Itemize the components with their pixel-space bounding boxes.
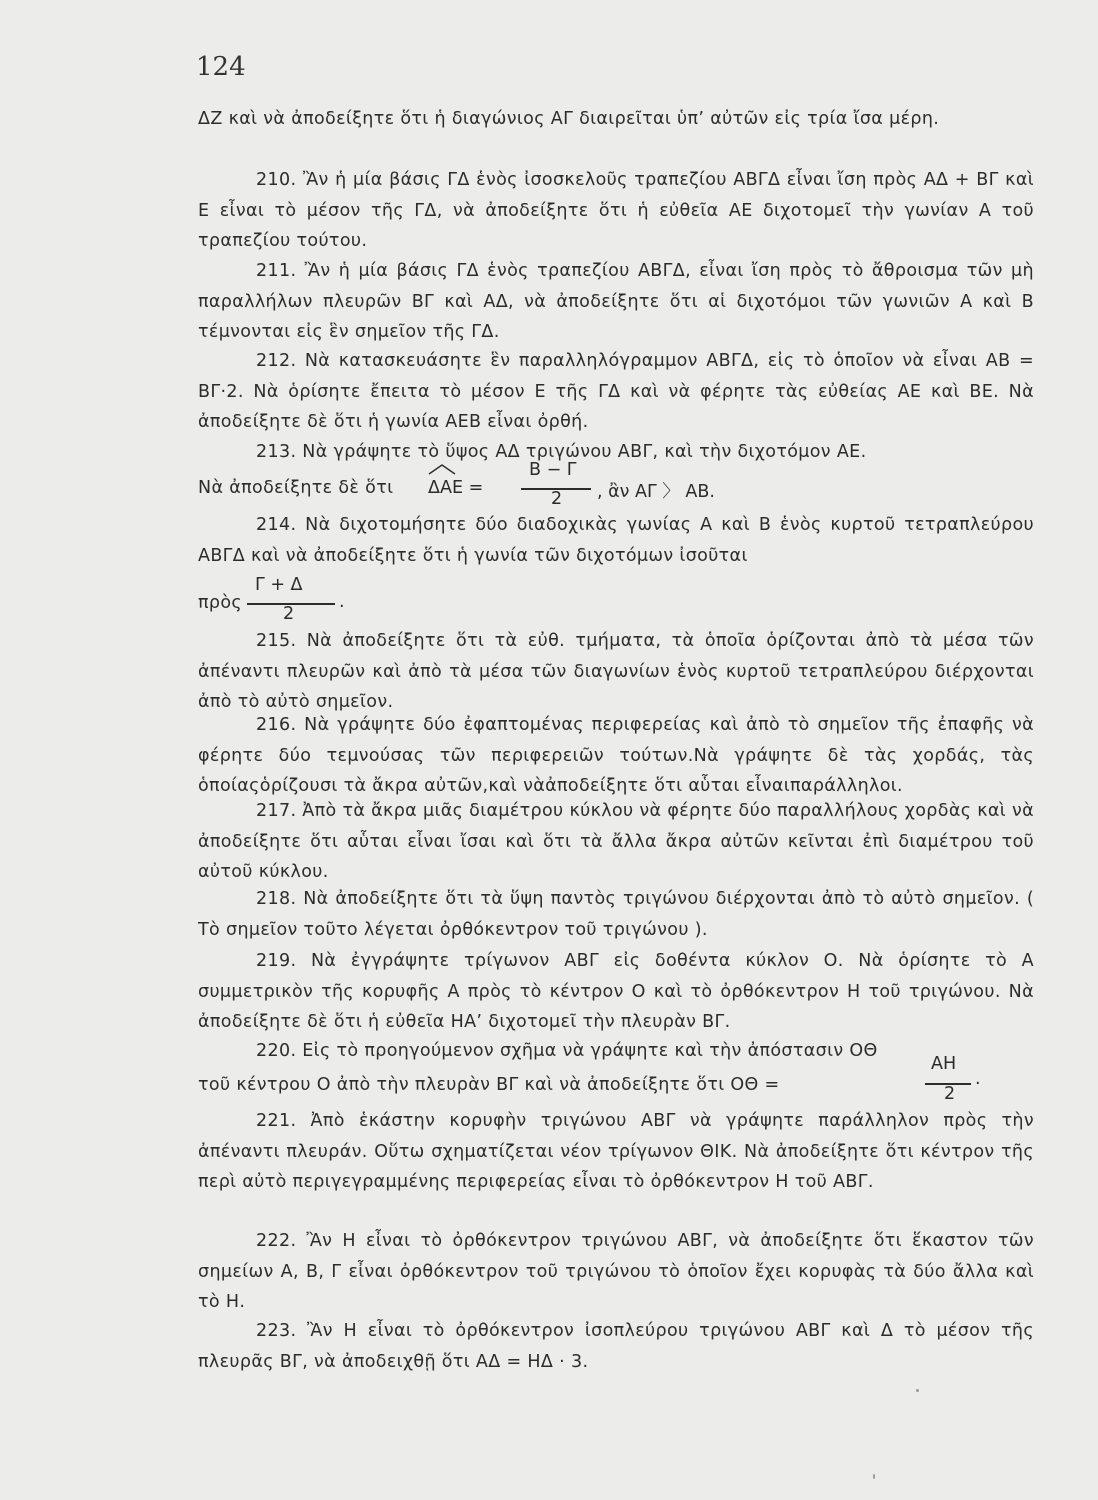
equation-suffix: · bbox=[975, 1074, 981, 1094]
fraction-denominator: 2 bbox=[283, 604, 295, 624]
exercise-221: 221. Ἀπὸ ἑκάστην κορυφὴν τριγώνου ΑΒΓ νὰ γράψητε παράλληλον πρὸς τὴν ἀπέναντι πλευράν. Οὕτω σχηματίζεται νέον τρίγωνον ΘΙΚ. Νὰ ἀποδείξητε ὅτι κέντρον τῆς περὶ αὐτὸ περιγεγραμμένης περιφερείας εἶναι τὸ ὀρθόκεντρον Η τοῦ ΑΒΓ. bbox=[198, 1111, 1034, 1192]
fraction-denominator: 2 bbox=[944, 1084, 956, 1104]
exercise-217: 217. Ἀπὸ τὰ ἄκρα μιᾶς διαμέτρου κύκλου νὰ φέρητε δύο παραλλήλους χορδὰς καὶ νὰ ἀποδείξητε ὅτι αὗται εἶναι ἴσαι καὶ ὅτι τὰ ἄλλα ἄκρα αὐτῶν κεῖνται ἐπὶ διαμέτρου τοῦ αὐτοῦ κύκλου. bbox=[198, 801, 1034, 882]
equation-prefix: Νὰ ἀποδείξητε δὲ ὅτι bbox=[198, 478, 394, 498]
exercise-215: 215. Νὰ ἀποδείξητε ὅτι τὰ εὐθ. τμήματα, τὰ ὁποῖα ὁρίζονται ἀπὸ τὰ μέσα τῶν ἀπέναντι πλευρῶν καὶ ἀπὸ τὰ μέσα τῶν διαγωνίων ἑνὸς κυρτοῦ τετραπλεύρου διέρχονται ἀπὸ τὸ αὐτὸ σημεῖον. bbox=[198, 631, 1034, 712]
fraction-numerator: Β − Γ bbox=[529, 460, 577, 480]
exercise-214: 214. Νὰ διχοτομήσητε δύο διαδοχικὰς γωνίας Α καὶ Β ἑνὸς κυρτοῦ τετραπλεύρου ΑΒΓΔ καὶ νὰ ἀποδείξητε ὅτι ἡ γωνία τῶν διχοτόμων ἰσοῦται bbox=[198, 515, 1034, 566]
scan-speck bbox=[873, 1474, 875, 1479]
equation-prefix: πρὸς bbox=[198, 593, 243, 613]
exercise-219: 219. Νὰ ἐγγράψητε τρίγωνον ΑΒΓ εἰς δοθέντα κύκλον Ο. Νὰ ὁρίσητε τὸ Α συμμετρικὸν τῆς κορυφῆς Α πρὸς τὸ κέντρον Ο καὶ τὸ ὀρθόκεντρον Η τοῦ τριγώνου. Νὰ ἀποδείξητε δὲ ὅτι ἡ εὐθεῖα ΗΑ’ διχοτομεῖ τὴν πλευρὰν ΒΓ. bbox=[198, 951, 1034, 1032]
angle-hat-icon bbox=[427, 462, 457, 476]
exercise-223: 223. Ἂν Η εἶναι τὸ ὀρθόκεντρον ἰσοπλεύρου τριγώνου ΑΒΓ καὶ Δ τὸ μέσον τῆς πλευρᾶς ΒΓ, νὰ ἀποδειχθῇ ὅτι ΑΔ = ΗΔ · 3. bbox=[198, 1321, 1034, 1372]
exercise-216: 216. Νὰ γράψητε δύο ἐφαπτομένας περιφερείας καὶ ἀπὸ τὸ σημεῖον τῆς ἐπαφῆς νὰ φέρητε δύο τεμνούσας τῶν περιφερειῶν τούτων.Νὰ γράψητε δὲ τὰς χορδάς, τὰς ὁποίαςὁρίζουσι τὰ ἄκρα αὐτῶν,καὶ νὰἀποδείξητε ὅτι αὗται εἶναιπαράλληλοι. bbox=[198, 715, 1034, 796]
equation-suffix: , ἂν ΑΓ 〉 ΑΒ. bbox=[597, 482, 715, 502]
equation-lhs: ΔΑΕ = bbox=[428, 478, 484, 498]
page-number: 124 bbox=[196, 52, 246, 82]
exercise-220: 220. Εἰς τὸ προηγούμενον σχῆμα νὰ γράψητε καὶ τὴν ἀπόστασιν ΟΘ bbox=[256, 1041, 878, 1061]
exercise-212: 212. Νὰ κατασκευάσητε ἓν παραλληλόγραμμον ΑΒΓΔ, εἰς τὸ ὁποῖον νὰ εἶναι ΑΒ = ΒΓ·2. Νὰ ὁρίσητε ἔπειτα τὸ μέσον Ε τῆς ΓΔ καὶ νὰ φέρητε τὰς εὐθείας ΑΕ καὶ ΒΕ. Νὰ ἀποδείξητε δὲ ὅτι ἡ γωνία ΑΕΒ εἶναι ὀρθή. bbox=[198, 351, 1034, 432]
fraction-numerator: Γ + Δ bbox=[255, 575, 303, 595]
scan-speck bbox=[916, 1389, 919, 1392]
exercise-213: 213. Νὰ γράψητε τὸ ὕψος ΑΔ τριγώνου ΑΒΓ, καὶ τὴν διχοτόμον ΑΕ. bbox=[256, 442, 867, 462]
exercise-222: 222. Ἂν Η εἶναι τὸ ὀρθόκεντρον τριγώνου ΑΒΓ, νὰ ἀποδείξητε ὅτι ἕκαστον τῶν σημείων Α, Β, Γ εἶναι ὀρθόκεντρον τοῦ τριγώνου τὸ ὁποῖον ἔχει κορυφὰς τὰ δύο ἄλλα καὶ τὸ Η. bbox=[198, 1231, 1034, 1312]
equation-suffix: . bbox=[339, 592, 345, 612]
paragraph-continuation: ΔΖ καὶ νὰ ἀποδείξητε ὅτι ἡ διαγώνιος ΑΓ διαιρεῖται ὑπ’ αὐτῶν εἰς τρία ἴσα μέρη. bbox=[198, 109, 940, 129]
exercise-211: 211. Ἂν ἡ μία βάσις ΓΔ ἑνὸς τραπεζίου ΑΒΓΔ, εἶναι ἴση πρὸς τὸ ἄθροισμα τῶν μὴ παραλλήλων πλευρῶν ΒΓ καὶ ΑΔ, νὰ ἀποδείξητε ὅτι αἱ διχοτόμοι τῶν γωνιῶν Α καὶ Β τέμνονται εἰς ἓν σημεῖον τῆς ΓΔ. bbox=[198, 261, 1034, 342]
fraction-numerator: ΑΗ bbox=[931, 1054, 957, 1074]
fraction-denominator: 2 bbox=[551, 489, 563, 509]
exercise-218: 218. Νὰ ἀποδείξητε ὅτι τὰ ὕψη παντὸς τριγώνου διέρχονται ἀπὸ τὸ αὐτὸ σημεῖον. ( Τὸ σημεῖον τοῦτο λέγεται ὀρθόκεντρον τοῦ τριγώνου ). bbox=[198, 889, 1034, 940]
exercise-210: 210. Ἂν ἡ μία βάσις ΓΔ ἑνὸς ἰσοσκελοῦς τραπεζίου ΑΒΓΔ εἶναι ἴση πρὸς ΑΔ + ΒΓ καὶ Ε εἶναι τὸ μέσον τῆς ΓΔ, νὰ ἀποδείξητε ὅτι ἡ εὐθεῖα ΑΕ διχοτομεῖ τὴν γωνίαν Α τοῦ τραπεζίου τούτου. bbox=[198, 170, 1034, 251]
equation-prefix: τοῦ κέντρου Ο ἀπὸ τὴν πλευρὰν ΒΓ καὶ νὰ ἀποδείξητε ὅτι ΟΘ = bbox=[198, 1075, 780, 1095]
